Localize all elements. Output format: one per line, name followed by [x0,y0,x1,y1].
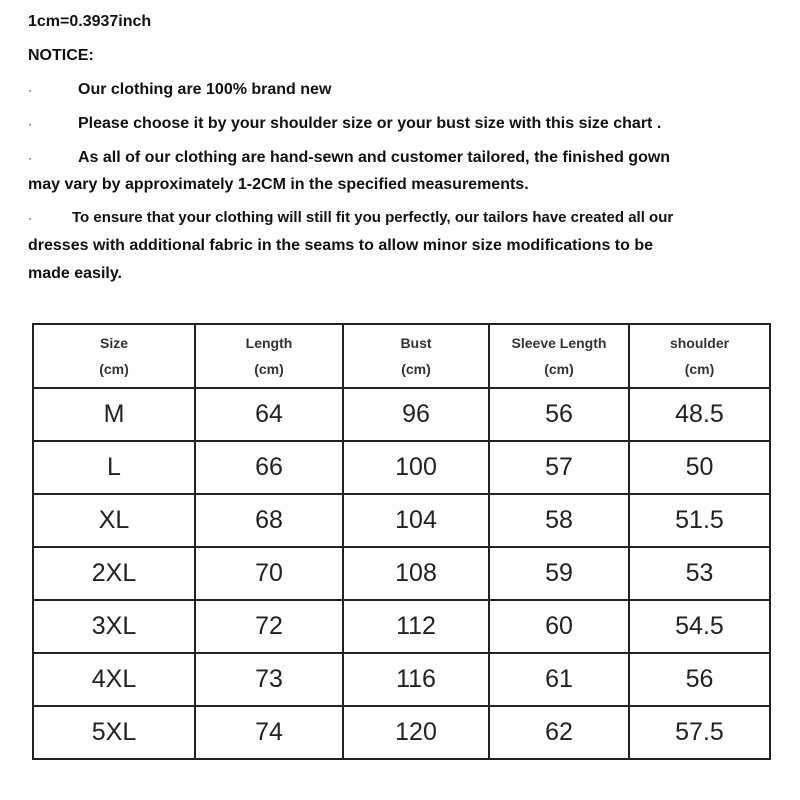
unit-conversion: 1cm=0.3937inch [28,13,152,30]
cell-size: 3XL [33,600,195,653]
cell-bust: 96 [343,388,489,441]
cell-length: 73 [195,653,343,706]
header-size-name: Size [99,335,128,351]
table-row [33,547,770,600]
cell-shoulder: 56 [629,653,770,706]
header-shoulder-name: shoulder [669,335,730,351]
cell-sleeve-length: 59 [489,547,629,600]
notice-item-3-line-1: As all of our clothing are hand-sewn and customer tailored, the finished gown [78,149,671,166]
notice-item-4-line-2: dresses with additional fabric in the seams to allow minor size modifications to be [28,237,654,254]
cell-shoulder: 51.5 [629,494,770,547]
table-row [33,441,770,494]
header-sleeve-length-name: Sleeve Length [511,335,607,351]
cell-length: 70 [195,547,343,600]
cell-sleeve-length: 56 [489,388,629,441]
cell-length: 74 [195,706,343,759]
table-row [33,388,770,441]
cell-size: 2XL [33,547,195,600]
table-row [33,600,770,653]
cell-length: 64 [195,388,343,441]
header-bust-name: Bust [400,335,432,351]
notice-item-4-line-3: made easily. [28,265,122,282]
cell-shoulder: 53 [629,547,770,600]
bullet-1: · [28,83,32,97]
header-length-unit: (cm) [254,361,284,377]
cell-size: 5XL [33,706,195,759]
table-row [33,494,770,547]
cell-size: M [33,388,195,441]
cell-length: 68 [195,494,343,547]
cell-size: 4XL [33,653,195,706]
bullet-2: · [28,117,32,131]
cell-bust: 116 [343,653,489,706]
notice-item-4-line-1: To ensure that your clothing will still fit you perfectly, our tailors have created all our [72,209,674,226]
table-header-row [33,324,770,388]
cell-sleeve-length: 57 [489,441,629,494]
cell-shoulder: 50 [629,441,770,494]
cell-bust: 104 [343,494,489,547]
cell-size: XL [33,494,195,547]
cell-shoulder: 48.5 [629,388,770,441]
cell-bust: 108 [343,547,489,600]
header-bust-unit: (cm) [401,361,431,377]
bullet-4: · [28,211,32,225]
cell-bust: 100 [343,441,489,494]
header-shoulder [629,324,770,388]
header-shoulder-unit: (cm) [684,361,715,377]
cell-bust: 112 [343,600,489,653]
header-sleeve-length [489,324,629,388]
header-length-name: Length [245,335,293,351]
cell-sleeve-length: 61 [489,653,629,706]
notice-item-3-line-2: may vary by approximately 1-2CM in the specified measurements. [28,176,529,193]
cell-length: 66 [195,441,343,494]
size-chart-table [32,323,771,760]
notice-item-2: Please choose it by your shoulder size or your bust size with this size chart . [78,115,662,132]
header-bust [343,324,489,388]
cell-shoulder: 54.5 [629,600,770,653]
header-length [195,324,343,388]
header-size [33,324,195,388]
cell-bust: 120 [343,706,489,759]
bullet-3: · [28,151,32,165]
cell-shoulder: 57.5 [629,706,770,759]
table-row [33,706,770,759]
cell-sleeve-length: 62 [489,706,629,759]
cell-sleeve-length: 58 [489,494,629,547]
notice-item-1: Our clothing are 100% brand new [78,81,332,98]
table-row [33,653,770,706]
cell-size: L [33,441,195,494]
notice-title: NOTICE: [28,47,94,64]
cell-length: 72 [195,600,343,653]
header-size-unit: (cm) [99,361,129,377]
header-sleeve-length-unit: (cm) [544,361,574,377]
cell-sleeve-length: 60 [489,600,629,653]
